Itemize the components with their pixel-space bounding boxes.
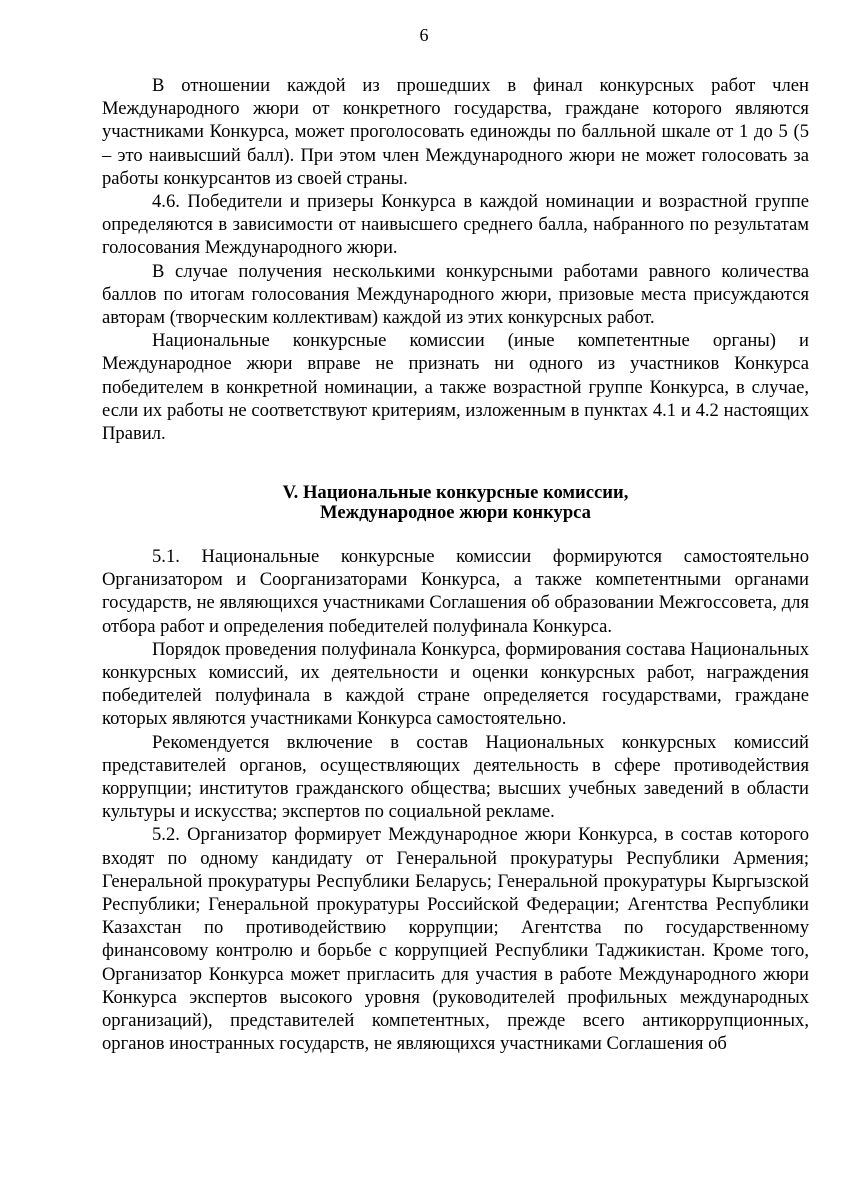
paragraph: 4.6. Победители и призеры Конкурса в каждой номинации и возрастной группе определяются в зависимости от наивысшего среднего балла, набранного по результатам голосования Международного жюри. — [102, 191, 809, 259]
paragraph: 5.1. Национальные конкурсные комиссии формируются самостоятельно Организатором и Соорганизаторами Конкурса, а также компетентными органами государств, не являющихся участниками Соглашения об образовании Межгоссовета, для отбора работ и определения победителей полуфинала Конкурса. — [102, 546, 809, 637]
section-heading-line-2: Международное жюри конкурса — [320, 502, 591, 523]
page-number: 6 — [419, 25, 429, 45]
paragraph: Национальные конкурсные комиссии (иные компетентные органы) и Международное жюри вправе не признать ни одного из участников Конкурса победителем в конкретной номинации, а также возрастной группе Конкурса, в случае, если их работы не соответствуют критериям, изложенным в пунктах 4.1 и 4.2 настоящих Правил. — [102, 330, 809, 445]
paragraph: Порядок проведения полуфинала Конкурса, формирования состава Национальных конкурсных комиссий, их деятельности и оценки конкурсных работ, награждения победителей полуфинала в каждой стране определяется государствами, граждане которых являются участниками Конкурса самостоятельно. — [102, 638, 809, 730]
text-block-section-4 — [102, 74, 809, 445]
section-heading — [102, 483, 809, 523]
paragraph: В отношении каждой из прошедших в финал конкурсных работ член Международного жюри от конкретного государства, граждане которого являются участниками Конкурса, может проголосовать единожды по балльной шкале от 1 до 5 (5 – это наивысший балл). При этом член Международного жюри не может голосовать за работы конкурсантов из своей страны. — [102, 75, 809, 189]
section-heading-line-1: V. Национальные конкурсные комиссии, — [282, 482, 629, 503]
paragraph: В случае получения несколькими конкурсными работами равного количества баллов по итогам голосования Международного жюри, призовые места присуждаются авторам (творческим коллективам) каждой из этих конкурсных работ. — [102, 260, 809, 329]
text-block-section-5 — [102, 545, 809, 1055]
paragraph: 5.2. Организатор формирует Международное жюри Конкурса, в состав которого входят по одному кандидату от Генеральной прокуратуры Республики Армения; Генеральной прокуратуры Республики Беларусь; Генеральной прокуратуры Кыргызской Республики; Генеральной прокуратуры Российской Федерации; Агентства Республики Казахстан по противодействию коррупции; Агентства по государственному финансовому контролю и борьбе с коррупцией Республики Таджикистан. Кроме того, Организатор Конкурса может пригласить для участия в работе Международного жюри Конкурса экспертов высокого уровня (руководителей профильных международных организаций), представителей компетентных, прежде всего антикоррупционных, органов иностранных государств, не являющихся участниками Соглашения об — [102, 824, 809, 1055]
paragraph: Рекомендуется включение в состав Национальных конкурсных комиссий представителей органов, осуществляющих деятельность в сфере противодействия коррупции; институтов гражданского общества; высших учебных заведений в области культуры и искусства; экспертов по социальной рекламе. — [102, 731, 809, 823]
